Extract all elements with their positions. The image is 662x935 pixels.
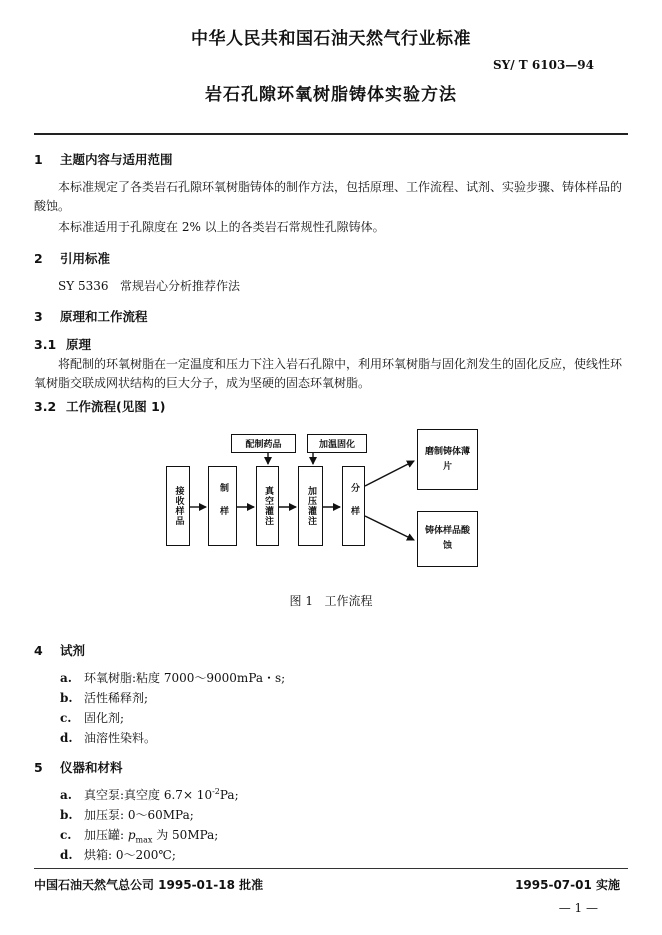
item-label: d. bbox=[60, 848, 73, 862]
item-text-tail: Pa; bbox=[219, 788, 239, 802]
arrow-split-to-acid bbox=[365, 516, 414, 540]
acid-etch-box bbox=[417, 511, 478, 567]
approval-line: 中国石油天然气总公司 1995-01-18 批准 bbox=[34, 878, 264, 892]
section-1-paragraph-1: 本标准规定了各类岩石孔隙环氧树脂铸体的制作方法，包括原理、工作流程、试剂、实验步骤、铸体样品的酸蚀。 bbox=[34, 180, 623, 213]
reagent-prep-box bbox=[231, 434, 296, 453]
reagent-item bbox=[60, 669, 285, 686]
thin-section-box bbox=[417, 429, 478, 490]
implementation-date: 1995-07-01 实施 bbox=[515, 878, 620, 892]
figure-caption bbox=[0, 592, 662, 609]
item-text: 固化剂; bbox=[84, 711, 125, 725]
section-5-heading bbox=[34, 758, 123, 776]
section-number: 2 bbox=[34, 251, 43, 266]
section-number: 4 bbox=[34, 643, 43, 658]
item-text: 真空泵:真空度 6.7× 10 bbox=[84, 788, 213, 802]
item-text: 油溶性染料。 bbox=[84, 731, 157, 745]
section-4-heading bbox=[34, 641, 85, 659]
section-title: 原理和工作流程 bbox=[60, 309, 148, 324]
reagent-item bbox=[60, 689, 148, 706]
subsection-number: 3.2 bbox=[34, 399, 57, 414]
sample-prep-box bbox=[208, 466, 237, 546]
split-sample-box bbox=[342, 466, 365, 546]
item-text-tail: 为 50MPa; bbox=[152, 828, 219, 842]
box-label: 磨制铸体薄片 bbox=[424, 446, 470, 472]
section-number: 5 bbox=[34, 760, 43, 775]
item-label: a. bbox=[60, 671, 72, 685]
item-text: 环氧树脂:粘度 7000～9000mPa・s; bbox=[84, 671, 286, 685]
figure-title: 工作流程 bbox=[324, 594, 373, 608]
box-label: 加温固化 bbox=[318, 440, 355, 450]
document-title: 岩石孔隙环氧树脂铸体实验方法 bbox=[205, 85, 457, 105]
org-title: 中华人民共和国石油天然气行业标准 bbox=[191, 29, 471, 49]
item-label: c. bbox=[60, 828, 72, 842]
subsection-title: 工作流程(见图 1) bbox=[66, 399, 166, 414]
instrument-item bbox=[60, 846, 176, 863]
item-text: 烘箱: 0～200℃; bbox=[84, 848, 176, 862]
footer-divider bbox=[34, 868, 628, 869]
instrument-item bbox=[60, 806, 194, 823]
section-number: 3 bbox=[34, 309, 43, 324]
pressure-injection-box bbox=[298, 466, 323, 546]
vacuum-injection-box bbox=[256, 466, 279, 546]
reference-code: SY 5336 bbox=[58, 279, 109, 293]
box-label: 配制药品 bbox=[245, 440, 282, 450]
box-label: 铸体样品酸蚀 bbox=[424, 526, 470, 551]
section-1-paragraph-2: 本标准适用于孔隙度在 2% 以上的各类岩石常规性孔隙铸体。 bbox=[58, 220, 385, 234]
box-label: 加压灌注 bbox=[306, 486, 316, 526]
section-title: 试剂 bbox=[60, 643, 86, 658]
section-title: 仪器和材料 bbox=[60, 760, 123, 775]
item-subscript: max bbox=[135, 835, 153, 845]
arrow-split-to-thin bbox=[365, 461, 414, 486]
instrument-item bbox=[60, 786, 239, 803]
item-label: c. bbox=[60, 711, 72, 725]
item-label: d. bbox=[60, 731, 73, 745]
item-text: 加压泵: 0～60MPa; bbox=[84, 808, 194, 822]
reagent-item bbox=[60, 709, 124, 726]
principle-paragraph: 将配制的环氧树脂在一定温度和压力下注入岩石孔隙中，利用环氧树脂与固化剂发生的固化反应，使线性环氧树脂交联成网状结构的巨大分子，成为坚硬的固态环氧树脂。 bbox=[34, 357, 623, 390]
instrument-item bbox=[60, 826, 218, 844]
item-label: a. bbox=[60, 788, 72, 802]
reagent-item bbox=[60, 729, 156, 746]
box-label: 真空灌注 bbox=[263, 486, 273, 526]
subsection-title: 原理 bbox=[66, 337, 92, 352]
reference-title: 常规岩心分析推荐作法 bbox=[119, 279, 240, 293]
item-label: b. bbox=[60, 808, 73, 822]
figure-number: 图 1 bbox=[289, 594, 313, 608]
page-number: — 1 — bbox=[558, 901, 598, 915]
section-number: 1 bbox=[34, 152, 43, 167]
item-text: 活性稀释剂; bbox=[84, 691, 149, 705]
section-title: 引用标准 bbox=[60, 251, 111, 266]
section-title: 主题内容与适用范围 bbox=[60, 152, 173, 167]
item-superscript: -2 bbox=[212, 787, 220, 796]
item-label: b. bbox=[60, 691, 73, 705]
standard-code: SY/ T 6103—94 bbox=[493, 58, 594, 72]
subsection-number: 3.1 bbox=[34, 337, 57, 352]
box-label: 制样 bbox=[218, 483, 228, 529]
box-label: 接收样品 bbox=[173, 486, 184, 526]
item-text: 加压罐: bbox=[84, 828, 128, 842]
heat-curing-box bbox=[307, 434, 367, 453]
box-label: 分样 bbox=[349, 483, 359, 529]
pressure-symbol: p bbox=[127, 828, 136, 842]
receive-sample-box bbox=[166, 466, 190, 546]
